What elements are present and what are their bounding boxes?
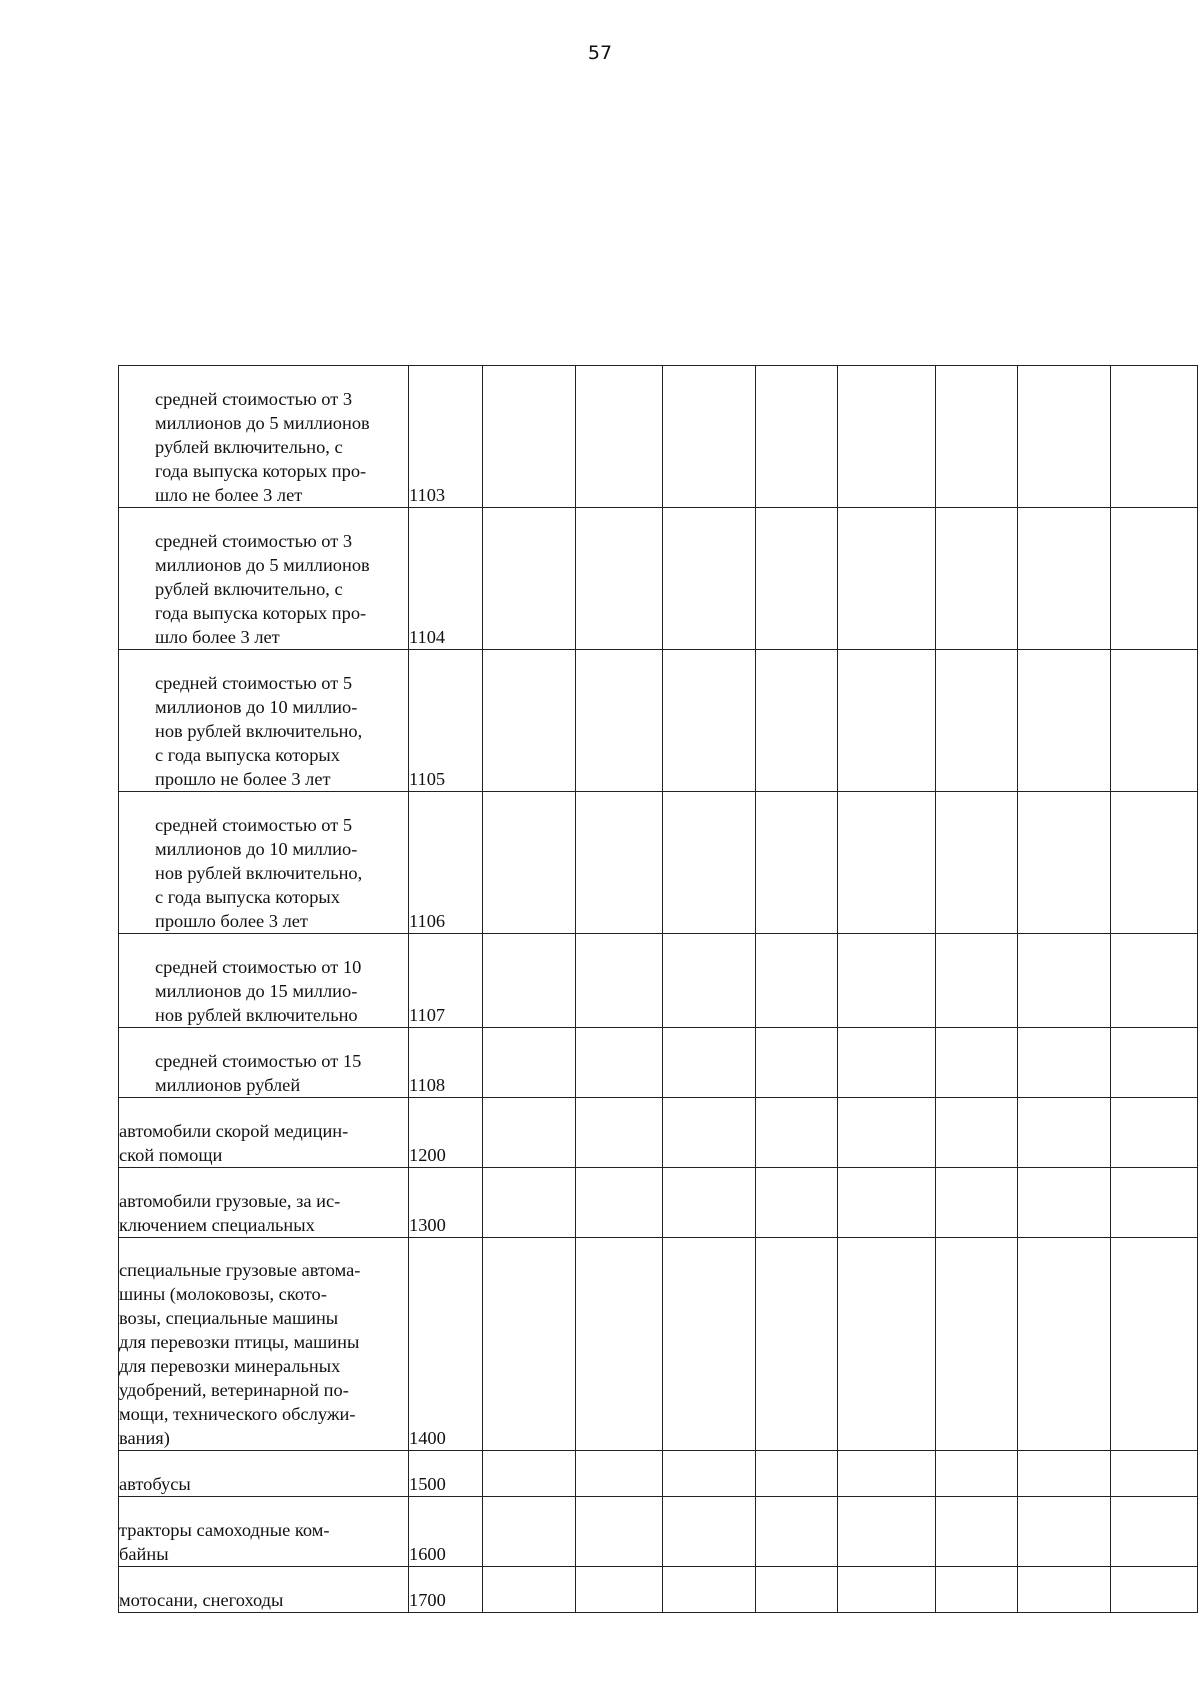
empty-cell (936, 1238, 1018, 1451)
row-label-line: миллионов до 5 миллионов (155, 413, 370, 433)
row-label-line: миллионов до 10 миллио- (155, 697, 358, 717)
empty-cell (663, 1238, 756, 1451)
row-code: 1108 (409, 1028, 483, 1098)
empty-cell (663, 1451, 756, 1497)
row-code: 1700 (409, 1567, 483, 1613)
empty-cell (576, 1168, 663, 1238)
empty-cell (576, 508, 663, 650)
row-label-line: ской помощи (119, 1145, 223, 1165)
empty-cell (1018, 1098, 1111, 1168)
empty-cell (1111, 934, 1198, 1028)
row-label-line: мощи, технического обслужи- (119, 1404, 356, 1424)
table-row (119, 650, 1198, 792)
empty-cell (838, 792, 936, 934)
empty-cell (756, 1567, 838, 1613)
row-label-line: нов рублей включительно (155, 1005, 358, 1025)
row-label-line: тракторы самоходные ком- (119, 1520, 330, 1540)
row-label-line: мотосани, снегоходы (119, 1590, 284, 1610)
empty-cell (936, 366, 1018, 508)
row-label-line: рублей включительно, с (155, 437, 343, 457)
empty-cell (1018, 1497, 1111, 1567)
row-code: 1103 (409, 366, 483, 508)
table-row (119, 366, 1198, 508)
row-label-line: средней стоимостью от 5 (155, 673, 353, 693)
row-label-line: автомобили грузовые, за ис- (119, 1191, 341, 1211)
empty-cell (1018, 1567, 1111, 1613)
empty-cell (576, 366, 663, 508)
row-label-line: шло более 3 лет (155, 627, 280, 647)
row-code: 1105 (409, 650, 483, 792)
row-label-line: шины (молоковозы, ското- (119, 1284, 327, 1304)
row-label (119, 1238, 409, 1451)
empty-cell (483, 934, 576, 1028)
empty-cell (756, 650, 838, 792)
row-label (119, 1098, 409, 1168)
empty-cell (663, 366, 756, 508)
empty-cell (838, 1497, 936, 1567)
empty-cell (663, 1567, 756, 1613)
row-code: 1500 (409, 1451, 483, 1497)
empty-cell (756, 934, 838, 1028)
empty-cell (483, 1497, 576, 1567)
row-code: 1106 (409, 792, 483, 934)
row-label-line: миллионов до 5 миллионов (155, 555, 370, 575)
table-row (119, 1238, 1198, 1451)
empty-cell (663, 650, 756, 792)
row-label-line: миллионов рублей (155, 1075, 301, 1095)
row-code: 1107 (409, 934, 483, 1028)
row-label-line: возы, специальные машины (119, 1308, 339, 1328)
empty-cell (576, 1451, 663, 1497)
row-label-line: с года выпуска которых (155, 887, 340, 907)
data-table (118, 365, 1198, 1613)
empty-cell (663, 792, 756, 934)
empty-cell (1018, 366, 1111, 508)
empty-cell (576, 1098, 663, 1168)
table-row (119, 934, 1198, 1028)
empty-cell (936, 1098, 1018, 1168)
row-label-line: автобусы (119, 1474, 191, 1494)
empty-cell (838, 1567, 936, 1613)
row-code: 1400 (409, 1238, 483, 1451)
empty-cell (483, 508, 576, 650)
empty-cell (663, 1098, 756, 1168)
row-label-line: шло не более 3 лет (155, 485, 303, 505)
empty-cell (483, 1098, 576, 1168)
empty-cell (576, 1567, 663, 1613)
empty-cell (756, 366, 838, 508)
row-label-line: ключением специальных (119, 1215, 315, 1235)
row-label-line: средней стоимостью от 3 (155, 389, 353, 409)
empty-cell (1111, 1497, 1198, 1567)
row-label (119, 508, 409, 650)
row-label-line: для перевозки птицы, машины (119, 1332, 360, 1352)
row-label (119, 792, 409, 934)
empty-cell (1111, 650, 1198, 792)
empty-cell (576, 934, 663, 1028)
empty-cell (483, 650, 576, 792)
empty-cell (756, 1168, 838, 1238)
empty-cell (1018, 1028, 1111, 1098)
row-label-line: нов рублей включительно, (155, 863, 363, 883)
empty-cell (1111, 1168, 1198, 1238)
table-row (119, 508, 1198, 650)
row-code: 1104 (409, 508, 483, 650)
empty-cell (663, 508, 756, 650)
empty-cell (576, 1238, 663, 1451)
table-row (119, 1497, 1198, 1567)
row-label-line: прошло не более 3 лет (155, 769, 331, 789)
empty-cell (663, 934, 756, 1028)
row-label (119, 934, 409, 1028)
row-label (119, 1168, 409, 1238)
empty-cell (576, 1028, 663, 1098)
empty-cell (936, 508, 1018, 650)
empty-cell (756, 792, 838, 934)
empty-cell (936, 1451, 1018, 1497)
row-label-line: удобрений, ветеринарной по- (119, 1380, 349, 1400)
page-number: 57 (587, 42, 613, 64)
empty-cell (1111, 1238, 1198, 1451)
row-label (119, 1028, 409, 1098)
row-label-line: средней стоимостью от 3 (155, 531, 353, 551)
empty-cell (576, 792, 663, 934)
row-label-line: миллионов до 15 миллио- (155, 981, 358, 1001)
empty-cell (756, 1451, 838, 1497)
empty-cell (1018, 934, 1111, 1028)
empty-cell (483, 1238, 576, 1451)
empty-cell (1018, 650, 1111, 792)
empty-cell (838, 650, 936, 792)
table-row (119, 1098, 1198, 1168)
empty-cell (1018, 1238, 1111, 1451)
empty-cell (936, 1028, 1018, 1098)
row-label-line: миллионов до 10 миллио- (155, 839, 358, 859)
table-row (119, 1168, 1198, 1238)
empty-cell (838, 366, 936, 508)
row-label-line: специальные грузовые автома- (119, 1260, 361, 1280)
empty-cell (1111, 508, 1198, 650)
empty-cell (936, 1168, 1018, 1238)
row-label (119, 650, 409, 792)
empty-cell (663, 1497, 756, 1567)
empty-cell (936, 934, 1018, 1028)
empty-cell (483, 1168, 576, 1238)
row-label-line: прошло более 3 лет (155, 911, 308, 931)
empty-cell (483, 366, 576, 508)
empty-cell (1111, 1098, 1198, 1168)
empty-cell (663, 1168, 756, 1238)
empty-cell (936, 650, 1018, 792)
empty-cell (483, 1451, 576, 1497)
row-label-line: рублей включительно, с (155, 579, 343, 599)
empty-cell (838, 1168, 936, 1238)
empty-cell (838, 1098, 936, 1168)
table-row (119, 792, 1198, 934)
empty-cell (1111, 1451, 1198, 1497)
row-label-line: байны (119, 1544, 169, 1564)
empty-cell (838, 1238, 936, 1451)
row-label (119, 1497, 409, 1567)
empty-cell (576, 1497, 663, 1567)
empty-cell (756, 508, 838, 650)
empty-cell (756, 1028, 838, 1098)
empty-cell (483, 1567, 576, 1613)
row-label-line: нов рублей включительно, (155, 721, 363, 741)
empty-cell (1018, 508, 1111, 650)
row-code: 1600 (409, 1497, 483, 1567)
empty-cell (663, 1028, 756, 1098)
empty-cell (756, 1497, 838, 1567)
empty-cell (756, 1238, 838, 1451)
empty-cell (576, 650, 663, 792)
row-label-line: для перевозки минеральных (119, 1356, 341, 1376)
row-label (119, 366, 409, 508)
row-label-line: года выпуска которых про- (155, 603, 367, 623)
row-label-line: вания) (119, 1428, 170, 1448)
table-row (119, 1567, 1198, 1613)
empty-cell (1111, 1567, 1198, 1613)
empty-cell (483, 1028, 576, 1098)
row-label-line: с года выпуска которых (155, 745, 340, 765)
row-label (119, 1451, 409, 1497)
empty-cell (1018, 1451, 1111, 1497)
empty-cell (936, 792, 1018, 934)
empty-cell (1111, 1028, 1198, 1098)
empty-cell (838, 1451, 936, 1497)
empty-cell (838, 508, 936, 650)
empty-cell (1111, 792, 1198, 934)
empty-cell (936, 1497, 1018, 1567)
empty-cell (756, 1098, 838, 1168)
empty-cell (483, 792, 576, 934)
row-label-line: средней стоимостью от 15 (155, 1051, 362, 1071)
empty-cell (1018, 1168, 1111, 1238)
row-label-line: средней стоимостью от 5 (155, 815, 353, 835)
empty-cell (936, 1567, 1018, 1613)
empty-cell (838, 934, 936, 1028)
row-label-line: средней стоимостью от 10 (155, 957, 362, 977)
empty-cell (1018, 792, 1111, 934)
row-code: 1200 (409, 1098, 483, 1168)
table-row (119, 1028, 1198, 1098)
empty-cell (1111, 366, 1198, 508)
row-label (119, 1567, 409, 1613)
empty-cell (838, 1028, 936, 1098)
row-label-line: автомобили скорой медицин- (119, 1121, 349, 1141)
row-label-line: года выпуска которых про- (155, 461, 367, 481)
row-code: 1300 (409, 1168, 483, 1238)
table-row (119, 1451, 1198, 1497)
